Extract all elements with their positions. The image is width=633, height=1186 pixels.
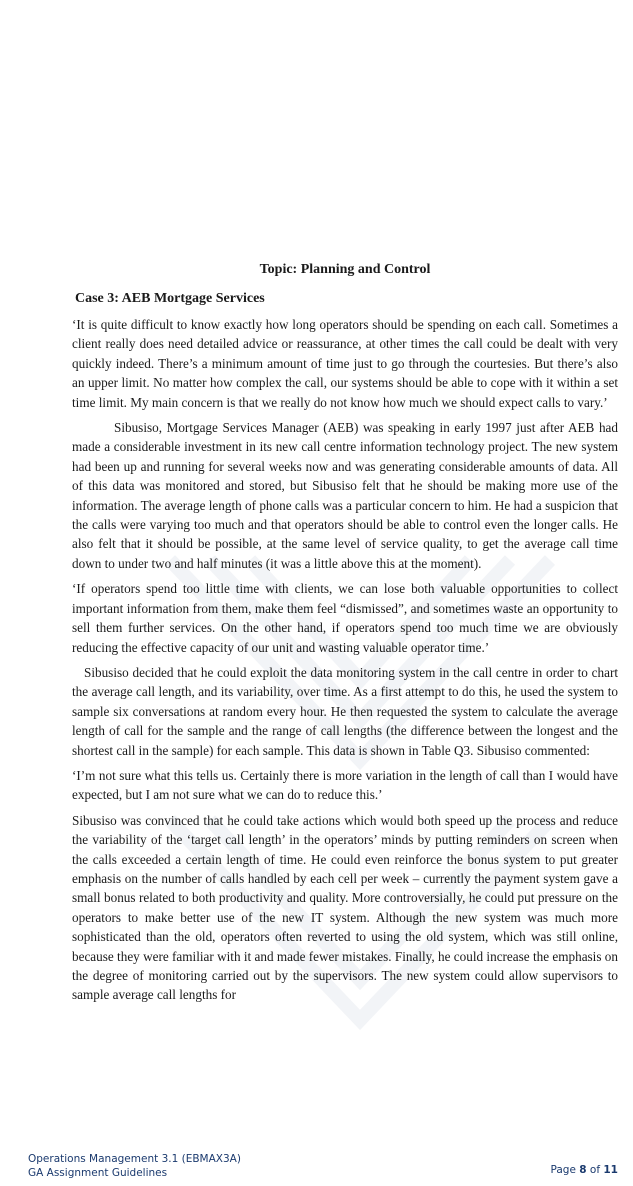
page-number <box>550 1164 618 1176</box>
paragraph-2: Sibusiso, Mortgage Services Manager (AEB) was speaking in early 1997 just after AEB had made a considerable investment in its new call centre information technology project. The new system had been up and running for several weeks now and was generating considerable amounts of data. All of this data was monitored and stored, but Sibusiso felt that he should be making more use of the information. The average length of phone calls was a particular concern to him. He had a suspicion that the calls were varying too much and that operators should be able to control even the longer calls. He also felt that it should be possible, at the same level of service quality, to get the average call time down to under two and half minutes (it was a little above this at the moment). <box>72 420 618 571</box>
page-label: Page <box>550 1164 576 1176</box>
footer-course-info <box>28 1152 241 1180</box>
paragraph-4: Sibusiso decided that he could exploit the data monitoring system in the call centre in order to chart the average call length, and its variability, over time. As a first attempt to do this, he used the system to sample six conversations at random every hour. He then requested the system to calculate the average length of call for the sample and the range of call lengths (the difference between the longest and the shortest call in the sample) for each sample. This data is shown in Table Q3. Sibusiso commented: <box>72 664 618 758</box>
paragraph-5: ‘I’m not sure what this tells us. Certainly there is more variation in the length of call than I would have expected, but I am not sure what we can do to reduce this.’ <box>72 767 618 803</box>
case-heading: Case 3: AEB Mortgage Services <box>75 291 265 306</box>
paragraph-6: Sibusiso was convinced that he could take actions which would both speed up the process and reduce the variability of the ‘target call length’ in the operators’ minds by putting reminders on screen when the calls exceeded a certain length of time. He could even reinforce the bonus system to put greater emphasis on the number of calls handled by each cell per week – currently the payment system gave a small bonus related to both productivity and quality. More controversially, he could put pressure on the operators to make better use of the new IT system. Although the new system was much more sophisticated than the old, operators often reverted to using the old system, which was still online, because they were familiar with it and made fewer mistakes. Finally, he could increase the emphasis on the degree of monitoring carried out by the supervisors. The new system could allow supervisors to sample average call lengths for <box>72 812 618 1003</box>
footer-course: Operations Management 3.1 (EBMAX3A) <box>28 1153 241 1165</box>
page-of: of <box>589 1164 601 1176</box>
paragraph-1: ‘It is quite difficult to know exactly how long operators should be spending on each call. Sometimes a client really does need detailed advice or reassurance, at other times the call could be dealt with very quickly indeed. There’s a minimum amount of time just to go through the courtesies. But there’s also an upper limit. No matter how complex the call, our systems should be able to cope with it within a set time limit. My main concern is that we really do not know how much we should expect calls to vary.’ <box>72 317 618 410</box>
document-body <box>72 262 618 1005</box>
page-title: Topic: Planning and Control <box>259 262 431 277</box>
footer-subtitle: GA Assignment Guidelines <box>28 1167 168 1179</box>
paragraph-3: ‘If operators spend too little time with clients, we can lose both valuable opportunities to collect important information from them, make them feel “dismissed”, and sometimes waste an opportunity to sell them further services. On the other hand, if operators spend too much time we are obviously reducing the effective capacity of our unit and wasting valuable operator time.’ <box>72 581 618 655</box>
page-current: 8 <box>579 1164 587 1176</box>
page-total: 11 <box>603 1164 618 1176</box>
